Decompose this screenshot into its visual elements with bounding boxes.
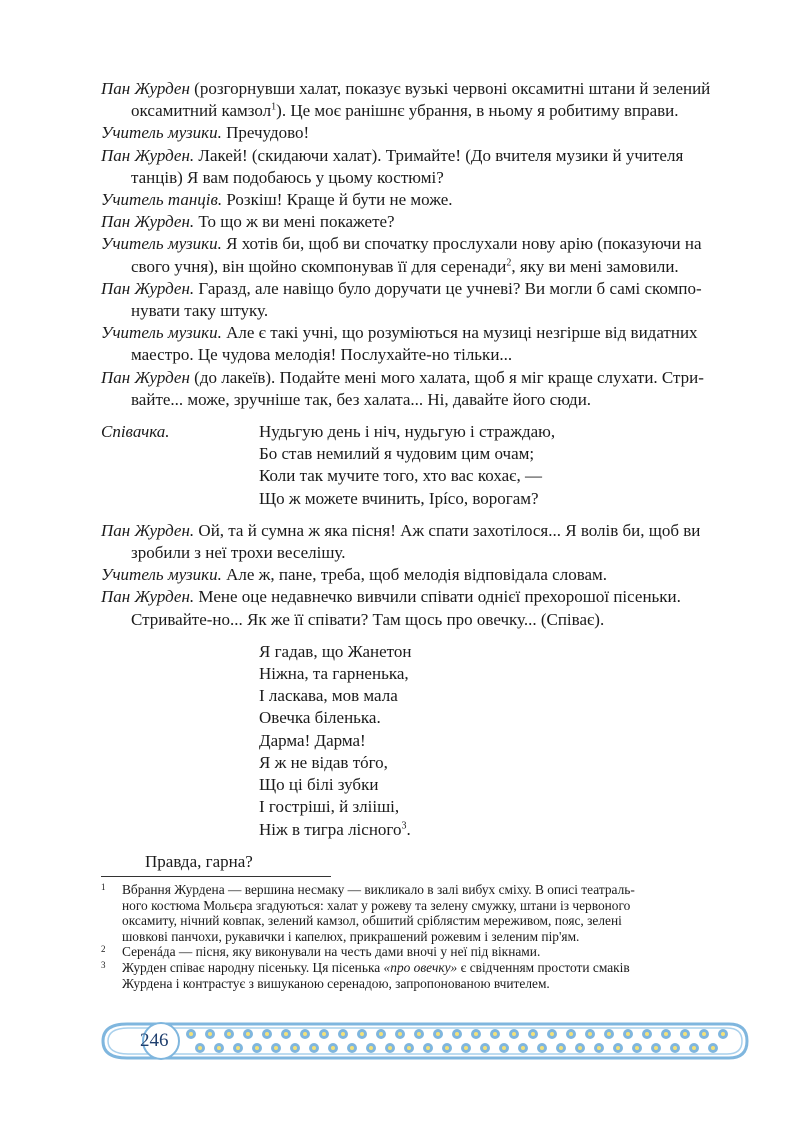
flower-center [540, 1046, 544, 1050]
speaker-name: Пан Журден. [101, 278, 195, 298]
dialogue-line: Учитель музики. Але ж, пане, треба, щоб мелодія відповідала словам. [101, 565, 608, 585]
verse-line: Я гадав, що Жанетон [259, 641, 412, 661]
page-border-ornament [99, 1018, 751, 1064]
dialogue-line: Пан Журден. Гаразд, але навіщо було доручати це учневі? Ви могли б самі скомпо- нувати таку штуку. [101, 278, 702, 321]
flower-center [626, 1032, 630, 1036]
speaker-name: Пан Журден. [101, 520, 195, 540]
speaker-name: Пан Журден [101, 367, 190, 387]
flower-center [208, 1032, 212, 1036]
flower-center [607, 1032, 611, 1036]
flower-center [331, 1046, 335, 1050]
dialogue-line: Пан Журден. Ой, та й сумна ж яка пісня! Аж спати захотілося... Я волів би, щоб ви зробили з неї трохи веселішу. [101, 520, 701, 563]
speaker-name: Пан Журден [101, 79, 190, 98]
flower-center [284, 1032, 288, 1036]
flower-center [502, 1046, 506, 1050]
verse-line: Що ж можете вчинить, Ірíсо, ворогам? [259, 488, 539, 508]
flower-center [578, 1046, 582, 1050]
flower-center [350, 1046, 354, 1050]
flower-center [654, 1046, 658, 1050]
flower-center [692, 1046, 696, 1050]
dialogue-line: Учитель музики. Я хотів би, щоб ви спочатку прослухали нову арію (показуючи на свого учня), він щойно скомпонував її для серенади$^2$, яку ви мені замовили. [101, 234, 702, 276]
verse-line: І гостріші, й злііші, [259, 797, 400, 817]
flower-center [198, 1046, 202, 1050]
footnote: 2 Серенáда — пісня, яку виконували на честь дами вночі у неї під вікнами. [101, 944, 541, 960]
flower-center [312, 1046, 316, 1050]
flower-center [616, 1046, 620, 1050]
flower-center [293, 1046, 297, 1050]
speaker-name: Учитель танців. [101, 190, 223, 210]
flower-center [379, 1032, 383, 1036]
flower-center [322, 1032, 326, 1036]
verse-line: Ніж в тигра лісного$^3$. [259, 819, 411, 839]
speaker-name: Учитель музики. [101, 565, 222, 585]
flower-center [189, 1032, 193, 1036]
footnote-number: 3 [101, 959, 106, 970]
flower-center [445, 1046, 449, 1050]
footnotes [101, 882, 770, 991]
dialogue-line: Пан Журден. То що ж ви мені покажете? [101, 212, 395, 232]
flower-center [246, 1032, 250, 1036]
footnote-divider [101, 876, 331, 877]
speaker-name: Співачка. [101, 422, 170, 442]
footnote-number: 1 [101, 882, 106, 892]
dialogue-line: Пан Журден (до лакеїв). Подайте мені мого халата, щоб я міг краще слухати. Стри- вайте... може, зручніше так, без халата... Ні, давайте його сюди. [101, 367, 704, 409]
flower-center [531, 1032, 535, 1036]
flower-center [426, 1046, 430, 1050]
flower-center [436, 1032, 440, 1036]
verse-line: Овечка біленька. [259, 708, 381, 728]
flower-center [474, 1032, 478, 1036]
flower-center [255, 1046, 259, 1050]
flower-center [227, 1032, 231, 1036]
footnote-ref: 3 [401, 819, 407, 831]
flower-center [217, 1046, 221, 1050]
flower-center [417, 1032, 421, 1036]
flower-center [388, 1046, 392, 1050]
speaker-name: Пан Журден. [101, 145, 195, 165]
flower-center [274, 1046, 278, 1050]
flower-center [369, 1046, 373, 1050]
flower-center [464, 1046, 468, 1050]
flower-center [635, 1046, 639, 1050]
flower-center [493, 1032, 497, 1036]
flower-center [550, 1032, 554, 1036]
verse-line: І ласкава, мов мала [259, 686, 398, 706]
dialogue-line: Учитель танців. Розкіш! Краще й бути не може. [101, 190, 453, 210]
flower-center [569, 1032, 573, 1036]
flower-center [303, 1032, 307, 1036]
speaker-name: Пан Журден. [101, 587, 195, 607]
flower-center [398, 1032, 402, 1036]
footnote: 3 Журден співає народну пісеньку. Ця пісенька «про овечку» є свідченням простоти смаків Журдена і контрастує з вишуканою серенадою, запропонованою вчителем. [101, 959, 630, 991]
flower-center [236, 1046, 240, 1050]
speaker-name: Учитель музики. [101, 123, 222, 143]
flower-center [483, 1046, 487, 1050]
flower-center [664, 1032, 668, 1036]
flower-center [559, 1046, 563, 1050]
flower-center [683, 1032, 687, 1036]
song-jeanneton [101, 641, 770, 841]
flower-center [360, 1032, 364, 1036]
dialogue-line: Пан Журден (розгорнувши халат, показує вузькі червоні оксамитні штани й зелений оксамитний камзол$^1$). Це моє ранішнє убрання, в ньому я робитиму вправи. [101, 79, 711, 121]
closing-remark: Правда, гарна? [145, 851, 253, 871]
flower-center [521, 1046, 525, 1050]
verse-line: Нудьгую день і ніч, нудьгую і страждаю, [259, 422, 556, 442]
dialogue-line: Учитель музики. Але є такі учні, що розуміються на музиці незгірше від видатних маестро. Це чудова мелодія! Послухайте-но тільки... [101, 323, 698, 365]
verse-line: Коли так мучите того, хто вас кохає, — [259, 466, 542, 486]
flower-center [702, 1032, 706, 1036]
speaker-name: Пан Журден. [101, 212, 195, 232]
speaker-name: Учитель музики. [101, 234, 222, 254]
verse-line: Дарма! Дарма! [259, 730, 366, 750]
song-serenade [101, 421, 770, 510]
page-number: 246 [140, 1030, 169, 1051]
flower-center [455, 1032, 459, 1036]
main-text [101, 78, 770, 873]
flower-center [588, 1032, 592, 1036]
flower-center [673, 1046, 677, 1050]
dialogue-line: Пан Журден. Лакей! (скидаючи халат). Тримайте! (До вчителя музики й учителя танців) Я вам подобаюсь у цьому костюмі? [101, 145, 684, 187]
flower-center [721, 1032, 725, 1036]
flower-center [512, 1032, 516, 1036]
footnote-ref: 1 [271, 101, 277, 113]
verse-line: Що ці білі зубки [259, 775, 379, 795]
dialogue-line: Пан Журден. Мене оце недавнечко вивчили співати однієї прехорошої пісеньки. Стривайте-но... Як же її співати? Там щось про овечку... (Співає). [101, 587, 681, 629]
footnote-number: 2 [101, 944, 106, 955]
flower-center [265, 1032, 269, 1036]
flower-center [341, 1032, 345, 1036]
footnote-ref: 2 [506, 256, 512, 268]
flower-center [597, 1046, 601, 1050]
speaker-name: Учитель музики. [101, 323, 222, 343]
flower-center [711, 1046, 715, 1050]
flower-center [645, 1032, 649, 1036]
verse-line: Ніжна, та гарненька, [259, 664, 409, 684]
verse-line: Я ж не відав тóго, [259, 752, 388, 772]
dialogue-line: Учитель музики. Пречудово! [101, 123, 310, 143]
verse [101, 421, 770, 510]
footnote: 1 Вбрання Журдена — вершина несмаку — викликало в залі вибух сміху. В описі театраль- ного костюма Мольєра згадуються: халат у рожеву та зелену смужку, штани із червоного оксамиту, нічний ковпак, зелений камзол, обшитий сріблястим мереживом, пояс, зелені шовкові панчохи, рукавички і капелюх, прикрашений рожевим і зеленим пір'ям. [101, 882, 635, 944]
verse-line: Бо став немилий я чудовим цим очам; [259, 444, 535, 464]
flower-center [407, 1046, 411, 1050]
